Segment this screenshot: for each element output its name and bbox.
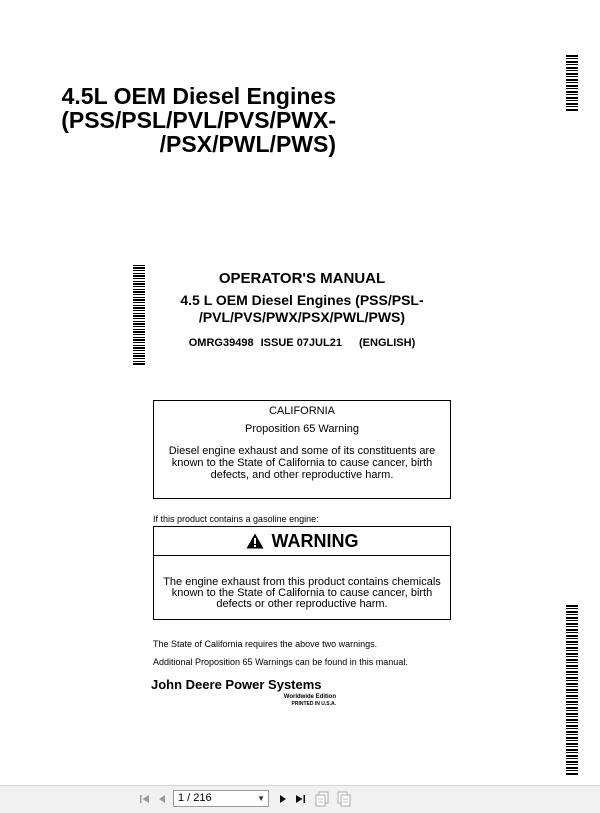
warning-triangle-icon <box>246 533 264 549</box>
manual-subtitle-line-1: 4.5 L OEM Diesel Engines (PSS/PSL- <box>180 292 424 308</box>
manual-code-line <box>152 336 452 350</box>
gasoline-warning-box <box>153 526 451 620</box>
pdf-viewer-toolbar <box>0 785 600 813</box>
additional-warnings-note: Additional Proposition 65 Warnings can be found in this manual. <box>153 657 408 667</box>
warning-text: The engine exhaust from this product contains chemicals known to the State of California to cause cancer, birth defects or other reproductive harm. <box>163 576 441 610</box>
proposition-65-heading: Proposition 65 Warning <box>245 423 359 435</box>
document-title <box>61 84 336 156</box>
last-page-icon[interactable] <box>291 790 309 808</box>
two-page-view-icon[interactable] <box>337 791 351 807</box>
warning-header <box>154 527 450 556</box>
previous-page-icon[interactable] <box>153 790 171 808</box>
barcode-left <box>133 265 145 365</box>
california-warning-box <box>153 400 451 499</box>
first-page-icon[interactable] <box>136 790 154 808</box>
next-page-icon[interactable] <box>274 790 292 808</box>
title-line-2: (PSS/PSL/PVL/PVS/PWX- <box>61 107 336 133</box>
california-heading: CALIFORNIA <box>268 405 335 417</box>
manual-heading: OPERATOR'S MANUAL <box>218 270 386 287</box>
manual-subtitle <box>152 292 452 326</box>
page-number-select[interactable] <box>173 790 269 807</box>
single-page-view-icon[interactable] <box>315 791 329 807</box>
two-warnings-note: The State of California requires the above two warnings. <box>153 639 378 649</box>
manual-issue: ISSUE 07JUL21 <box>260 337 342 349</box>
printed-label: PRINTED IN U.S.A. <box>291 701 336 707</box>
title-line-3: /PSX/PWL/PWS) <box>159 131 336 157</box>
page-indicator: 1 / 216 <box>178 792 212 804</box>
barcode-right-top <box>566 55 578 111</box>
gasoline-engine-note: If this product contains a gasoline engine: <box>153 514 319 524</box>
manual-subtitle-line-2: /PVL/PVS/PWX/PSX/PWL/PWS) <box>198 309 406 325</box>
manual-code: OMRG39498 <box>188 337 254 349</box>
chevron-down-icon: ▼ <box>257 794 265 803</box>
manual-info <box>152 270 452 350</box>
california-warning-text: Diesel engine exhaust and some of its constituents are known to the State of California to cause cancer, birth defects, and other reproductive harm. <box>168 445 436 481</box>
manual-language: (ENGLISH) <box>359 337 416 349</box>
warning-heading: WARNING <box>271 530 359 551</box>
title-line-1: 4.5L OEM Diesel Engines <box>61 83 336 109</box>
company-name: John Deere Power Systems <box>151 677 322 692</box>
edition-label: Worldwide Edition <box>283 694 336 700</box>
barcode-right-bottom <box>566 605 578 775</box>
